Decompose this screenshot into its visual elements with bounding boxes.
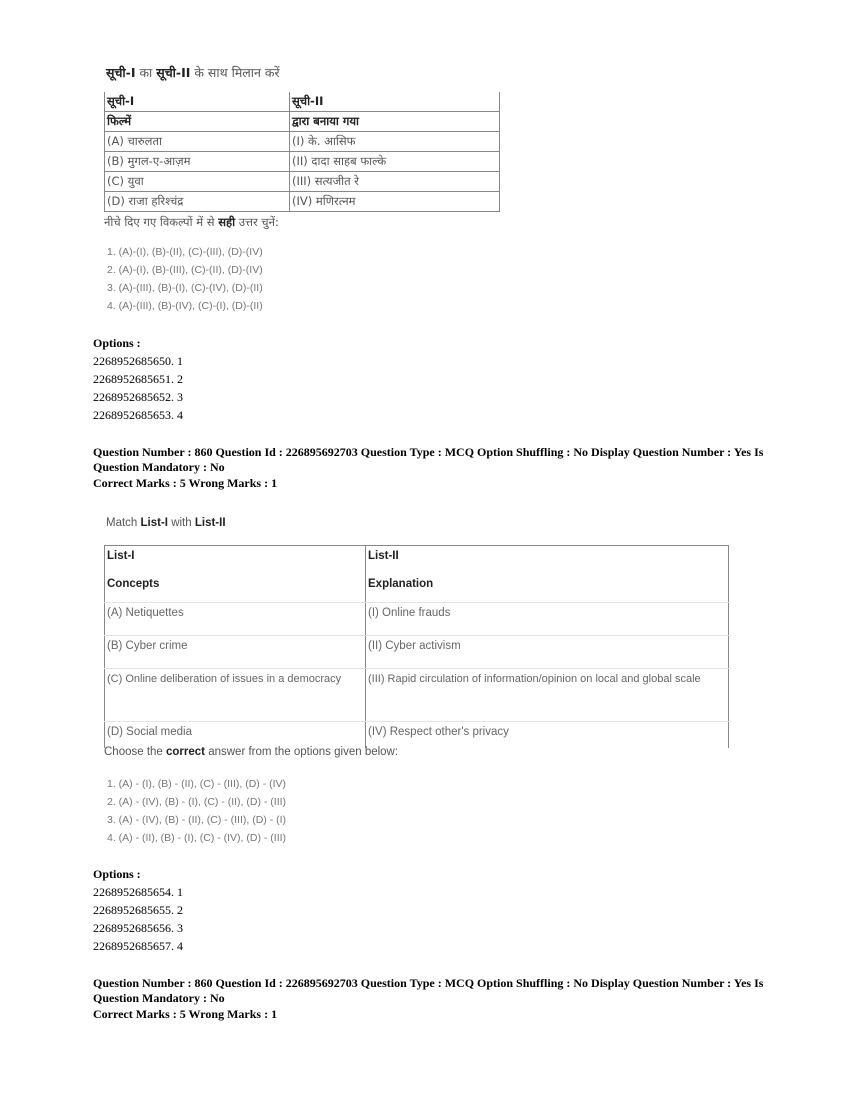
option-id: 2268952685653. 4 [93, 408, 183, 422]
table-row: सूची-I सूची-II [105, 92, 500, 112]
list-item: 3. (A) - (IV), (B) - (II), (C) - (III), (D) - (I) [107, 814, 287, 826]
option-id: 2268952685657. 4 [93, 939, 183, 953]
q1-choose-instruction: नीचे दिए गए विकल्पों में से सही उत्तर चुनें: [104, 215, 279, 229]
table-row: (D) राजा हरिश्चंद्र (IV) मणिरत्नम [105, 192, 500, 212]
table-row: (A) चारुलता (I) के. आसिफ [105, 132, 500, 152]
list-item: 2. (A) - (IV), (B) - (I), (C) - (II), (D) - (III) [107, 796, 287, 808]
q1-options-block [93, 334, 183, 424]
option-id: 2268952685654. 1 [93, 885, 183, 899]
option-id: 2268952685650. 1 [93, 354, 183, 368]
question-meta-line: Question Number : 860 Question Id : 226895692703 Question Type : MCQ Option Shuffling : No Display Question Number : Yes Is [93, 976, 764, 990]
question-meta-line: Question Number : 860 Question Id : 226895692703 Question Type : MCQ Option Shuffling : No Display Question Number : Yes Is [93, 445, 764, 459]
q2-choose-instruction: Choose the correct answer from the options given below: [104, 746, 399, 758]
question-meta-line: Question Mandatory : No [93, 990, 225, 1005]
q2-match-table [104, 545, 729, 748]
table-row: (D) Social media (IV) Respect other's privacy [105, 722, 729, 749]
table-row: Concepts Explanation [105, 574, 729, 603]
list-item: 4. (A)-(III), (B)-(IV), (C)-(I), (D)-(II) [107, 300, 263, 312]
q1-instruction: सूची-I का सूची-II के साथ मिलान करें [106, 65, 280, 80]
table-row: List-I List-II [105, 546, 729, 575]
options-label: Options : [93, 867, 141, 881]
question-marks: Correct Marks : 5 Wrong Marks : 1 [93, 1007, 278, 1021]
question-meta-line: Question Mandatory : No [93, 459, 225, 474]
option-id: 2268952685656. 3 [93, 921, 183, 935]
table-row: (B) Cyber crime (II) Cyber activism [105, 636, 729, 669]
q1-match-table [104, 92, 500, 212]
option-id: 2268952685652. 3 [93, 390, 183, 404]
option-id: 2268952685655. 2 [93, 903, 183, 917]
q2-instruction: Match List-I with List-II [106, 517, 226, 529]
q2-options-block [93, 865, 183, 955]
table-row: फिल्में द्वारा बनाया गया [105, 112, 500, 132]
table-row: (C) Online deliberation of issues in a democracy (III) Rapid circulation of information/opinion on local and global scale [105, 669, 729, 722]
option-id: 2268952685651. 2 [93, 372, 183, 386]
q2-answer-options [107, 775, 286, 847]
q2-meta [93, 445, 773, 491]
list-item: 3. (A)-(III), (B)-(I), (C)-(IV), (D)-(II) [107, 282, 263, 294]
list-item: 2. (A)-(I), (B)-(III), (C)-(II), (D)-(IV) [107, 264, 263, 276]
table-row: (C) युवा (III) सत्यजीत रे [105, 172, 500, 192]
list-item: 1. (A)-(I), (B)-(II), (C)-(III), (D)-(IV) [107, 246, 263, 258]
list-item: 1. (A) - (I), (B) - (II), (C) - (III), (D) - (IV) [107, 778, 287, 790]
list-item: 4. (A) - (II), (B) - (I), (C) - (IV), (D) - (III) [107, 832, 287, 844]
q3-meta [93, 976, 773, 1022]
table-row: (A) Netiquettes (I) Online frauds [105, 603, 729, 636]
q1-answer-options [107, 243, 263, 315]
question-marks: Correct Marks : 5 Wrong Marks : 1 [93, 476, 278, 490]
options-label: Options : [93, 336, 141, 350]
table-row: (B) मुगल-ए-आज़म (II) दादा साहब फाल्के [105, 152, 500, 172]
